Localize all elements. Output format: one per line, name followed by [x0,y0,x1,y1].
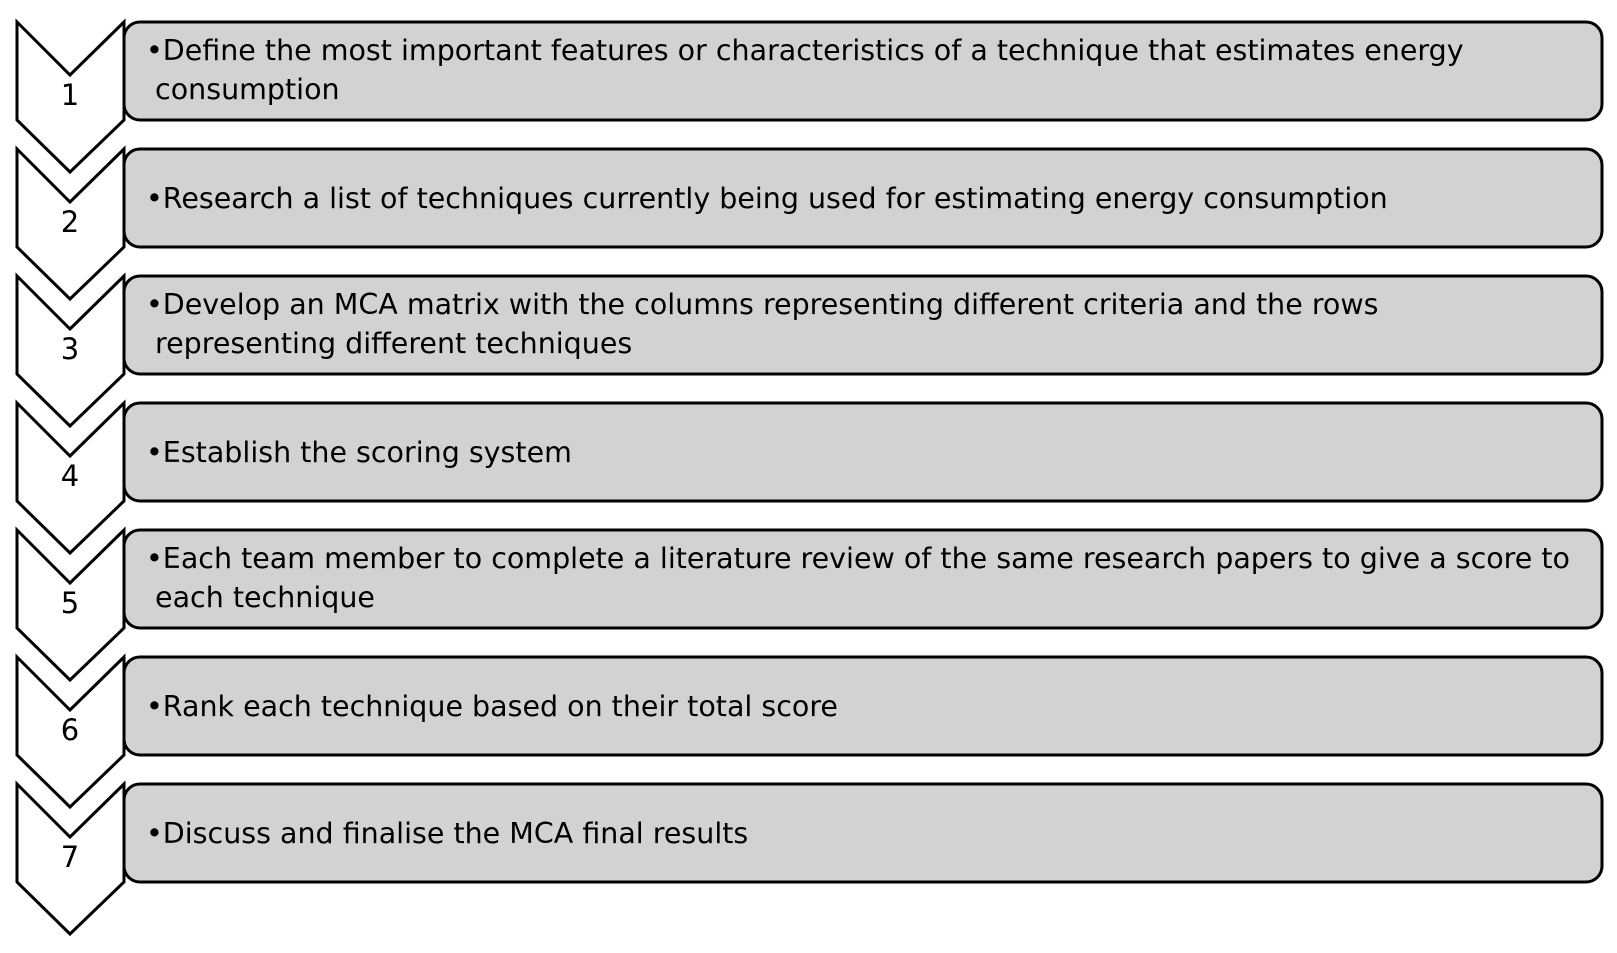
step-5-number: 5 [60,586,80,620]
step-4-text-line: •Establish the scoring system [146,436,572,469]
step-1-number: 1 [60,78,80,112]
step-3-text-line: representing different techniques [146,327,633,360]
step-3-text-line: •Develop an MCA matrix with the columns representing different criteria and the rows [146,288,1379,321]
step-2-number: 2 [60,205,80,239]
step-7-number: 7 [60,840,80,874]
step-2-text-line: •Research a list of techniques currently being used for estimating energy consumption [146,182,1388,215]
step-6-number: 6 [60,713,80,747]
step-6-text-line: •Rank each technique based on their total score [146,690,838,723]
step-5-text-line: each technique [146,581,375,614]
step-7-text-line: •Discuss and finalise the MCA final results [146,817,749,850]
step-3-number: 3 [60,332,80,366]
step-5-text-line: •Each team member to complete a literature review of the same research papers to give a score to [146,542,1570,575]
step-4-number: 4 [60,459,80,493]
step-1-text-line: •Define the most important features or characteristics of a technique that estimates energy [146,34,1464,67]
step-1-text-line: consumption [146,73,340,106]
